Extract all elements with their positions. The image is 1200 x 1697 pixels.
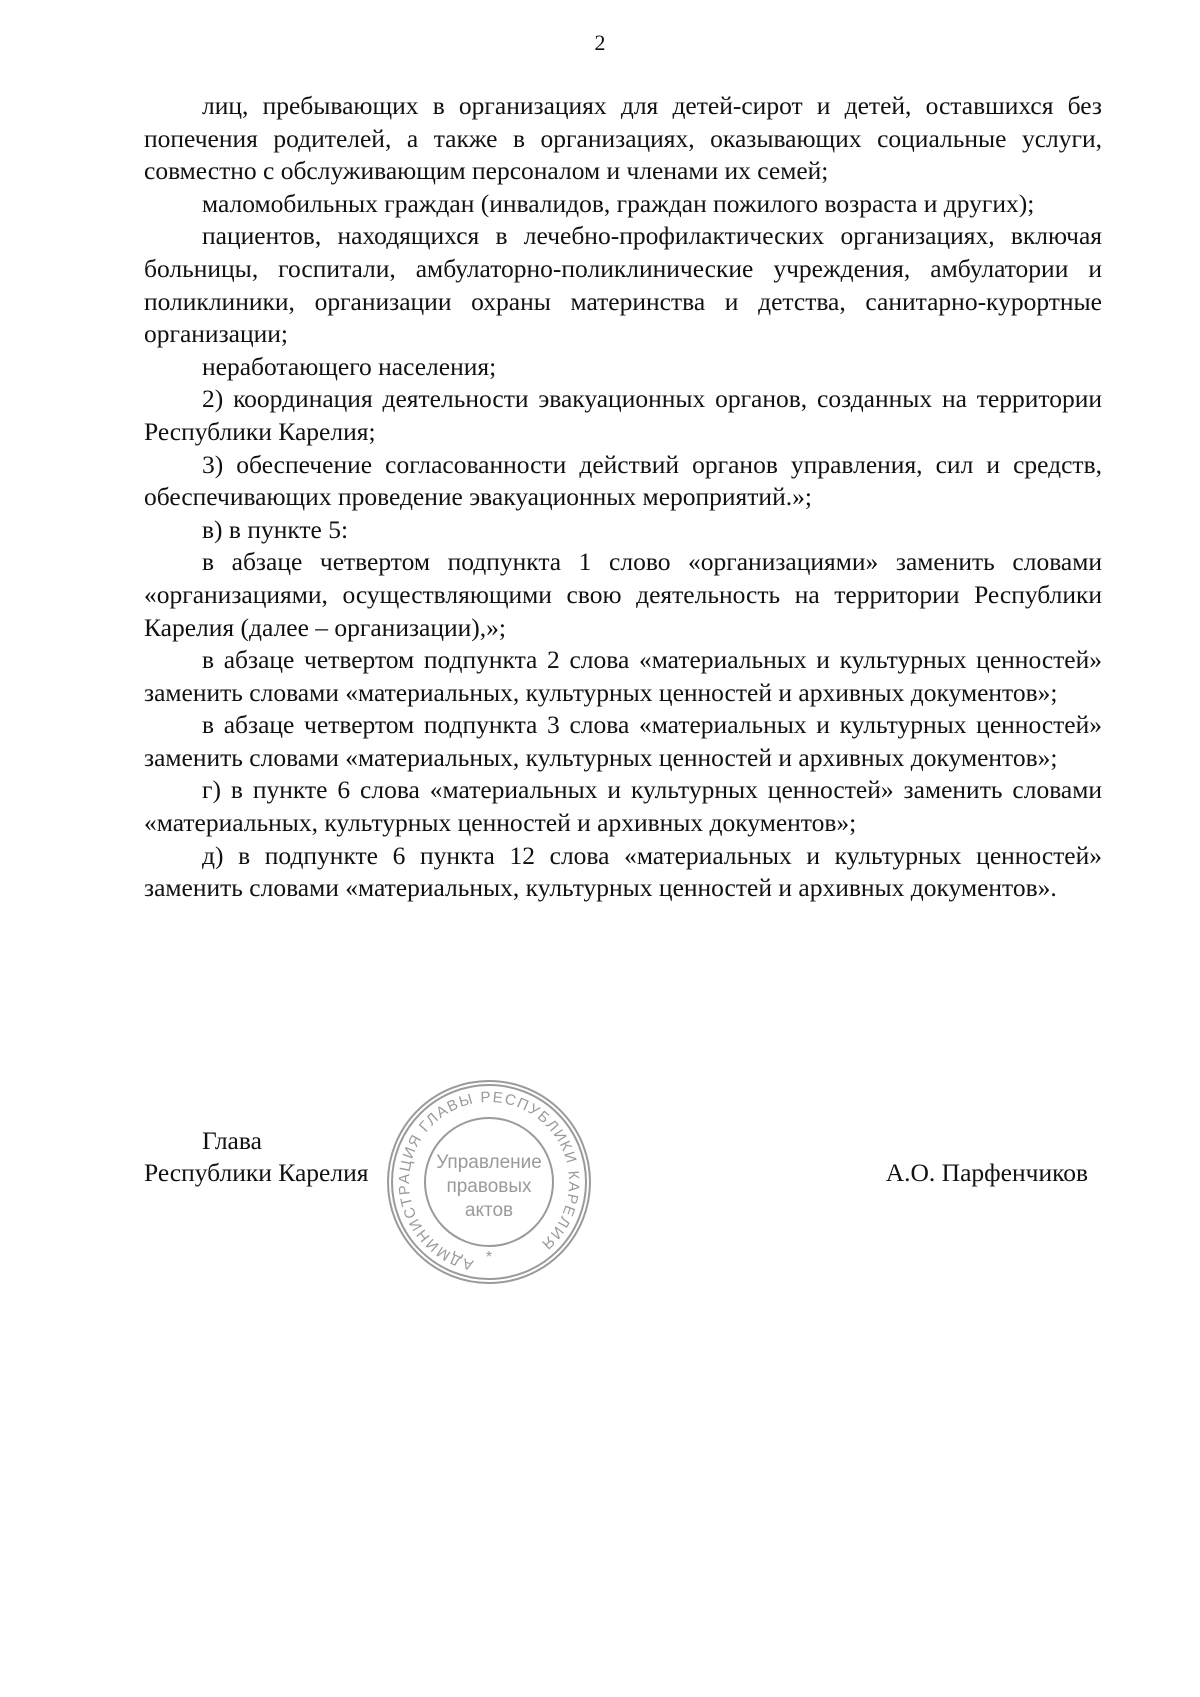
stamp-inner-line-2: правовых: [446, 1176, 532, 1197]
paragraph: в) в пункте 5:: [202, 514, 349, 544]
stamp-star: *: [485, 1249, 493, 1266]
paragraph: д) в подпункте 6 пункта 12 слова «материальных и культурных ценностей» заменить словами «материальных, культурных ценностей и архивных документов».: [144, 840, 1102, 903]
paragraph: в абзаце четвертом подпункта 2 слова «материальных и культурных ценностей» заменить словами «материальных, культурных ценностей и архивных документов»;: [144, 645, 1102, 707]
signature-block: [144, 1125, 1102, 1205]
paragraph: в абзаце четвертом подпункта 1 слово «организациями» заменить словами «организациями, осуществляющими свою деятельность на территории Республики Карелия (далее – организации),»;: [144, 547, 1102, 642]
paragraph: 2) координация деятельности эвакуационных органов, созданных на территории Республики Карелия;: [144, 384, 1102, 446]
signatory-role-line-1: Глава: [202, 1126, 262, 1155]
paragraph: пациентов, находящихся в лечебно-профилактических организациях, включая больницы, госпитали, амбулаторно-поликлинические учреждения, амбулатории и поликлиники, организации охраны материнства и детства, санитарно-курортные организации;: [144, 221, 1102, 349]
paragraph: неработающего населения;: [202, 351, 497, 381]
stamp-outer-text: АДМИНИСТРАЦИЯ ГЛАВЫ РЕСПУБЛИКИ КАРЕЛИЯ: [395, 1088, 583, 1274]
paragraph: г) в пункте 6 слова «материальных и культурных ценностей» заменить словами «материальных, культурных ценностей и архивных документов»;: [144, 775, 1102, 838]
signatory-role-line-2: Республики Карелия: [144, 1158, 369, 1187]
paragraph: в абзаце четвертом подпункта 3 слова «материальных и культурных ценностей» заменить словами «материальных, культурных ценностей и архивных документов»;: [144, 710, 1102, 772]
paragraph: маломобильных граждан (инвалидов, граждан пожилого возраста и других);: [202, 188, 1035, 218]
stamp-inner-line-3: актов: [464, 1200, 514, 1221]
stamp-inner-line-1: Управление: [436, 1152, 542, 1173]
stamp-seal-icon: [385, 1078, 593, 1286]
document-body: [144, 90, 1102, 905]
official-stamp: [385, 1078, 593, 1286]
signatory-name: А.О. Парфенчиков: [885, 1158, 1088, 1187]
page-number: 2: [594, 30, 606, 55]
paragraph: 3) обеспечение согласованности действий органов управления, сил и средств, обеспечивающих проведение эвакуационных мероприятий.»;: [144, 449, 1102, 512]
paragraph: лиц, пребывающих в организациях для детей-сирот и детей, оставшихся без попечения родителей, а также в организациях, оказывающих социальные услуги, совместно с обслуживающим персоналом и членами их семей;: [144, 91, 1102, 186]
